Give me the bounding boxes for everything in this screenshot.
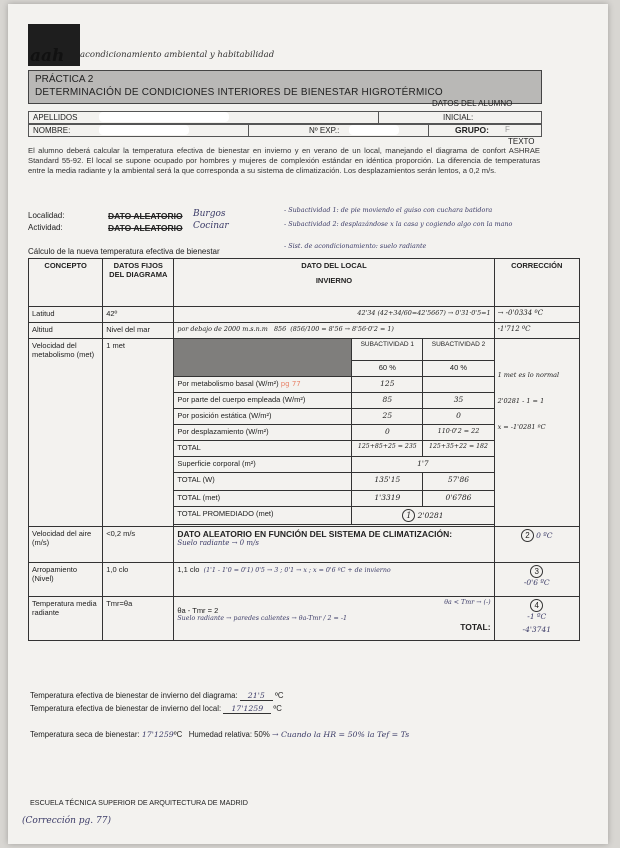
total-w-label: TOTAL (W): [174, 473, 352, 491]
arrop-corr-cell: [494, 563, 579, 597]
line1-value: 21'5: [240, 691, 273, 701]
basal-label: Por metabolismo basal (W/m²): [177, 379, 279, 388]
parte-label: Por parte del cuerpo empleada (W/m²): [174, 393, 352, 409]
humidity-note: → Cuando la HR = 50% la Tef = Ts: [271, 730, 410, 739]
posicion-label: Por posición estática (W/m²): [174, 409, 352, 425]
redacted-name: [99, 125, 189, 135]
worksheet-page: [8, 4, 608, 844]
handwritten-note-1: - Subactividad 1: de pie moviendo el guiso con cuchara batidora: [284, 206, 493, 214]
invierno-label: INVIERNO: [315, 276, 353, 285]
posicion-v2: 0: [423, 409, 494, 425]
arrop-corr: -0'6 ºC: [523, 578, 550, 587]
humidity-label: Humedad relativa: 50%: [188, 730, 270, 739]
initial-field: [378, 111, 542, 124]
table-row: [29, 563, 580, 597]
latitud-local: 42'34 (42+34/60=42'5667) → 0'31·0'5=1: [174, 307, 494, 323]
total-v2: 125+35+22 = 182: [423, 441, 494, 457]
col-concepto: CONCEPTO: [29, 259, 103, 307]
col-correccion: CORRECCIÓN: [494, 259, 579, 307]
basal-v2: [423, 377, 494, 393]
pct2: 40 %: [423, 361, 494, 377]
sub2-label: SUBACTIVIDAD 2: [423, 339, 494, 361]
logo-subtitle: acondicionamiento ambiental y habitabilidad: [80, 50, 275, 60]
superficie-value: 1'7: [352, 457, 494, 473]
posicion-v1: 25: [352, 409, 423, 425]
pct1: 60 %: [352, 361, 423, 377]
text-label: TEXTO: [508, 137, 535, 146]
promediado-value: 2'0281: [417, 511, 444, 520]
latitud-label: Latitud: [29, 307, 103, 323]
bottom-line-2: [30, 704, 282, 713]
arrop-calc: (1'1 - 1'0 = 0'1) 0'5 → 3 ; 0'1 → x ; x = 0'6 ºC + de invierno: [203, 567, 391, 574]
line1-label: Temperatura efectiva de bienestar de invierno del diagrama:: [30, 691, 238, 700]
red-note: pg 77: [280, 380, 301, 388]
parte-v2: 35: [423, 393, 494, 409]
dato-local-label: DATO DEL LOCAL: [301, 261, 367, 270]
table-header-row: [29, 259, 580, 307]
metab-notes-cell: [494, 339, 579, 527]
metab-label: Velocidad del metabolismo (met): [29, 339, 103, 527]
metab-subheader-row: [29, 339, 580, 361]
superficie-label: Superficie corporal (m²): [174, 457, 352, 473]
arrop-cell: [174, 563, 494, 597]
handwritten-note-3: - Sist. de acondicionamiento: suelo radiante: [284, 242, 427, 250]
metab-note-3: x = -1'0281 ºC: [497, 423, 546, 431]
initial-label: INICIAL:: [443, 113, 474, 122]
tmr-cell: [174, 597, 494, 641]
total-w-v1: 135'15: [352, 473, 423, 491]
total-met-v2: 0'6786: [423, 491, 494, 507]
line3-unit: ºC: [173, 730, 183, 739]
basal-v1: 125: [352, 377, 423, 393]
exp-field: [248, 124, 430, 137]
circle-number-2: 2: [521, 529, 534, 542]
desplaz-v1: 0: [352, 425, 423, 441]
practice-label: PRÁCTICA 2: [35, 74, 94, 85]
handwritten-note-2: - Subactividad 2: desplazándose x la casa y cogiendo algo con la mano: [284, 220, 513, 228]
tmr-corr: -1 ºC: [527, 612, 547, 621]
table-row: [29, 527, 580, 563]
actividad-label: Actividad:: [28, 223, 63, 232]
sub1-label: SUBACTIVIDAD 1: [352, 339, 423, 361]
total-label: TOTAL: [174, 441, 352, 457]
group-label: GRUPO:: [455, 125, 489, 135]
surname-field: [28, 111, 380, 124]
redacted-exp: [349, 125, 399, 135]
surname-label: APELLIDOS: [33, 113, 78, 122]
group-field: [428, 124, 542, 137]
line3-value: 17'1259: [141, 730, 174, 739]
page-title: DETERMINACIÓN DE CONDICIONES INTERIORES DE BIENESTAR HIGROTÉRMICO: [35, 87, 443, 98]
metab-gray-block: [174, 339, 352, 377]
table-row: [29, 307, 580, 323]
tmr-fijo: Tmr=θa: [103, 597, 174, 641]
aire-cell: [174, 527, 494, 563]
calc-title: Cálculo de la nueva temperatura efectiva de bienestar: [28, 247, 220, 256]
tmr-formula: θa - Tmr = 2: [177, 606, 219, 615]
group-value: F: [505, 125, 510, 134]
total-label-final: TOTAL:: [460, 622, 491, 632]
circle-number-4: 4: [530, 599, 543, 612]
calculation-table: [28, 258, 580, 641]
arrop-value: 1,1 clo: [177, 565, 200, 574]
altitud-value: 856: [273, 325, 287, 333]
redacted-surname: [99, 112, 229, 122]
altitud-fijo: Nivel del mar: [103, 323, 174, 339]
line2-unit: ºC: [273, 704, 282, 713]
aire-label: Velocidad del aire (m/s): [29, 527, 103, 563]
col-datos-fijos: DATOS FIJOS DEL DIAGRAMA: [103, 259, 174, 307]
line1-unit: ºC: [274, 691, 284, 700]
localidad-value: Burgos: [193, 209, 226, 219]
total-w-v2: 57'86: [423, 473, 494, 491]
arrop-fijo: 1,0 clo: [103, 563, 174, 597]
localidad-label: Localidad:: [28, 211, 65, 220]
student-section-label: DATOS DEL ALUMNO: [432, 99, 513, 108]
metab-row-label: [174, 377, 352, 393]
latitud-fijo: 42º: [103, 307, 174, 323]
bottom-line-1: [30, 691, 283, 700]
promediado-label: TOTAL PROMEDIADO (met): [174, 507, 352, 525]
circle-number-3: 3: [530, 565, 543, 578]
metab-note-2: 2'0281 - 1 = 1: [497, 397, 545, 405]
tmr-label: Temperatura media radiante: [29, 597, 103, 641]
altitud-label: Altitud: [29, 323, 103, 339]
latitud-corr: → -0'0334 ºC: [494, 307, 579, 323]
aire-header: DATO ALEATORIO EN FUNCIÓN DEL SISTEMA DE CLIMATIZACIÓN:: [177, 529, 453, 539]
circle-number-1: 1: [402, 509, 415, 522]
col-dato-local: [174, 259, 494, 307]
school-name: ESCUELA TÉCNICA SUPERIOR DE ARQUITECTURA DE MADRID: [30, 798, 248, 807]
line2-label: Temperatura efectiva de bienestar de invierno del local:: [30, 704, 222, 713]
tmr-corr-cell: [494, 597, 579, 641]
altitud-corr: -1'712 ºC: [494, 323, 579, 339]
total-value: -4'3741: [522, 625, 552, 634]
promediado-cell: [352, 507, 494, 525]
line3-label: Temperatura seca de bienestar:: [30, 730, 140, 739]
aire-corr: 0 ºC: [536, 531, 553, 540]
bottom-line-3: [30, 730, 409, 739]
localidad-dato: DATO ALEATORIO: [108, 211, 183, 221]
table-row: [29, 597, 580, 641]
parte-v1: 85: [352, 393, 423, 409]
intro-paragraph: El alumno deberá calcular la temperatura efectiva de bienestar en invierno y en verano de un local, manejando el diagrama de confort ASHRAE Standard 55-92. El local se supone ocupado por hombres y mujeres de complexión estándar en idéntica proporción. La diferencia de temperaturas entre la media radiante y la ambiental será la que corresponda a su sistema de climatización. Los desplazamientos serán lentos, a 0,2 m/s.: [28, 146, 540, 175]
altitud-local-cell: [174, 323, 494, 339]
metab-note-1: 1 met es lo normal: [497, 371, 560, 379]
logo-mark: aah: [30, 46, 65, 66]
table-row: [29, 323, 580, 339]
total-met-v1: 1'3319: [352, 491, 423, 507]
total-met-label: TOTAL (met): [174, 491, 352, 507]
tmr-top: θa < Tmr → (-): [444, 599, 491, 606]
actividad-dato: DATO ALEATORIO: [108, 223, 183, 233]
exp-label: Nº EXP.:: [309, 126, 340, 135]
arrop-label: Arropamiento (Nivel): [29, 563, 103, 597]
name-label: NOMBRE:: [33, 126, 71, 135]
actividad-value: Cocinar: [193, 221, 229, 231]
footer-note: (Corrección pg. 77): [22, 816, 111, 826]
aire-hand: Suelo radiante → 0 m/s: [177, 539, 259, 547]
line2-value: 17'1259: [223, 704, 271, 714]
aire-corr-cell: [494, 527, 579, 563]
altitud-calc: (856/100 = 8'56 → 8'56·0'2 = 1): [290, 325, 394, 333]
name-field: [28, 124, 250, 137]
altitud-note: por debajo de 2000 m.s.n.m: [177, 325, 268, 333]
desplaz-label: Por desplazamiento (W/m²): [174, 425, 352, 441]
tmr-hand: Suelo radiante → paredes calientes → θa-Tmr / 2 = -1: [177, 615, 347, 622]
desplaz-v2: 110·0'2 = 22: [423, 425, 494, 441]
metab-fijo: 1 met: [103, 339, 174, 527]
total-v1: 125+85+25 = 235: [352, 441, 423, 457]
aire-fijo: <0,2 m/s: [103, 527, 174, 563]
